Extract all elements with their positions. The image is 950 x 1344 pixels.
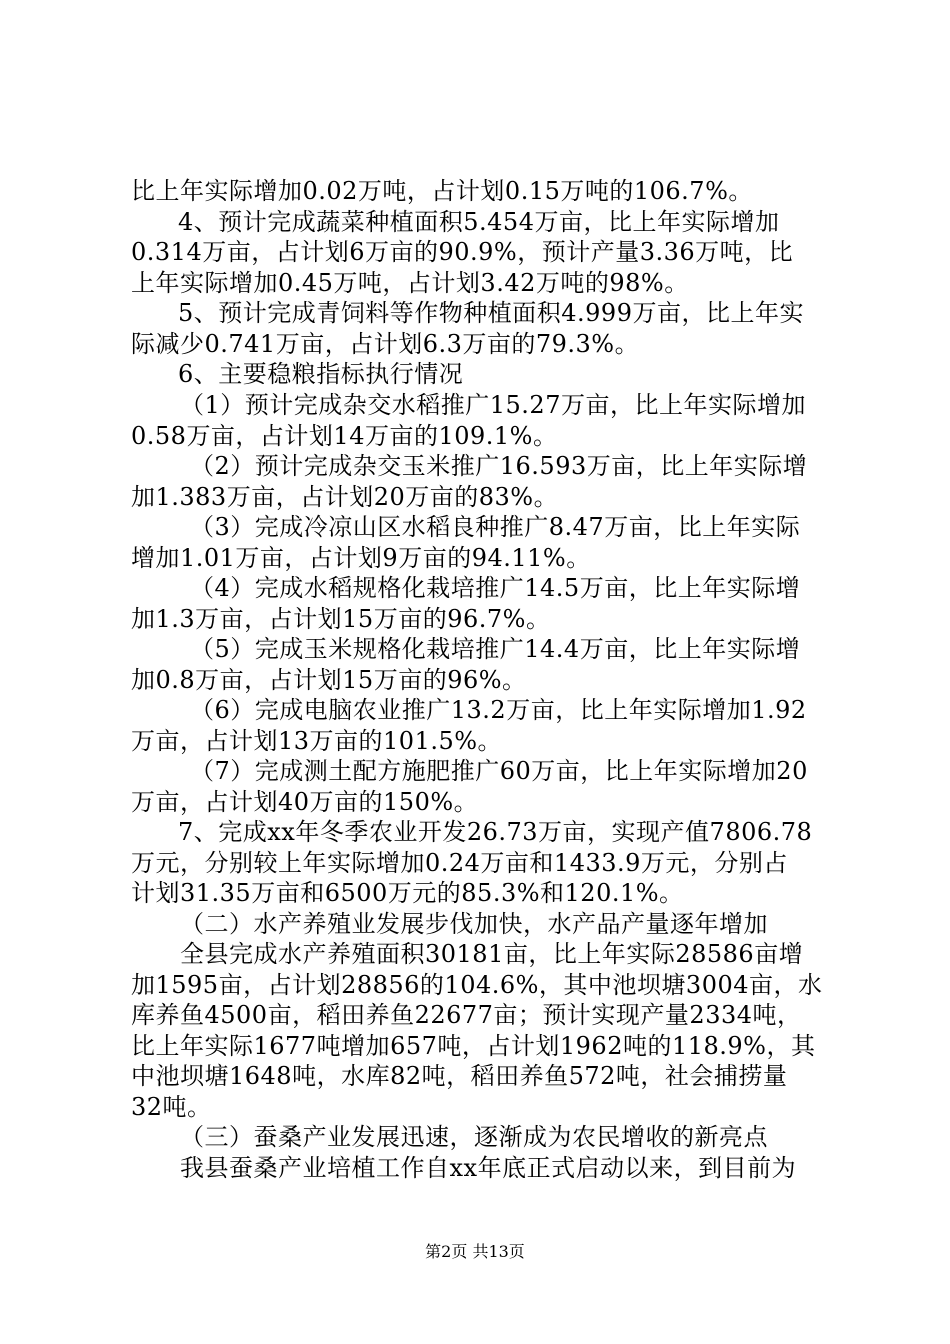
text-line: 际减少0.741万亩，占计划6.3万亩的79.3%。 (131, 330, 640, 358)
text-line: 加1.3万亩，占计划15万亩的96.7%。 (131, 605, 551, 633)
text-line: 万元，分别较上年实际增加0.24万亩和1433.9万元，分别占 (131, 849, 788, 877)
text-line: 加1595亩，占计划28856的104.6%，其中池坝塘3004亩，水 (131, 971, 823, 999)
text-line: 5、预计完成青饲料等作物种植面积4.999万亩，比上年实 (178, 299, 804, 327)
text-line: 加1.383万亩，占计划20万亩的83%。 (131, 483, 559, 511)
text-line: （1）预计完成杂交水稻推广15.27万亩，比上年实际增加 (180, 391, 806, 419)
text-line: （7）完成测土配方施肥推广60万亩，比上年实际增加20 (190, 757, 808, 785)
text-line: 加0.8万亩，占计划15万亩的96%。 (131, 666, 527, 694)
text-line: 4、预计完成蔬菜种植面积5.454万亩，比上年实际增加 (178, 208, 780, 236)
text-line: 计划31.35万亩和6500万元的85.3%和120.1%。 (131, 879, 684, 907)
text-line: （3）完成冷凉山区水稻良种推广8.47万亩，比上年实际 (190, 513, 801, 541)
page-number-footer: 第2页 共13页 (425, 1242, 525, 1261)
text-line: （5）完成玉米规格化栽培推广14.4万亩，比上年实际增 (190, 635, 801, 663)
text-line: （4）完成水稻规格化栽培推广14.5万亩，比上年实际增 (190, 574, 801, 602)
text-line: 比上年实际1677吨增加657吨，占计划1962吨的118.9%，其 (131, 1032, 816, 1060)
text-line: 万亩，占计划40万亩的150%。 (131, 788, 479, 816)
section-heading: （三）蚕桑产业发展迅速，逐渐成为农民增收的新亮点 (180, 1123, 768, 1151)
text-line: 万亩，占计划13万亩的101.5%。 (131, 727, 503, 755)
text-line: 库养鱼4500亩，稻田养鱼22677亩；预计实现产量2334吨， (131, 1001, 802, 1029)
text-line: 0.314万亩，占计划6万亩的90.9%，预计产量3.36万吨，比 (131, 238, 794, 266)
text-line: 7、完成xx年冬季农业开发26.73万亩，实现产值7806.78 (178, 818, 813, 846)
text-line: 增加1.01万亩，占计划9万亩的94.11%。 (131, 544, 591, 572)
text-line: （2）预计完成杂交玉米推广16.593万亩，比上年实际增 (190, 452, 808, 480)
text-line: 全县完成水产养殖面积30181亩，比上年实际28586亩增 (180, 940, 804, 968)
text-line: （6）完成电脑农业推广13.2万亩，比上年实际增加1.92 (190, 696, 807, 724)
text-line: 我县蚕桑产业培植工作自xx年底正式启动以来，到目前为 (180, 1154, 797, 1182)
text-line: 中池坝塘1648吨，水库82吨，稻田养鱼572吨，社会捕捞量 (131, 1062, 788, 1090)
text-line: 32吨。 (131, 1093, 212, 1121)
text-line: 0.58万亩，占计划14万亩的109.1%。 (131, 422, 558, 450)
text-line: 比上年实际增加0.02万吨，占计划0.15万吨的106.7%。 (131, 177, 753, 205)
section-heading: （二）水产养殖业发展步伐加快，水产品产量逐年增加 (180, 910, 768, 938)
text-line: 上年实际增加0.45万吨，占计划3.42万吨的98%。 (131, 269, 689, 297)
text-line: 6、主要稳粮指标执行情况 (178, 360, 464, 388)
